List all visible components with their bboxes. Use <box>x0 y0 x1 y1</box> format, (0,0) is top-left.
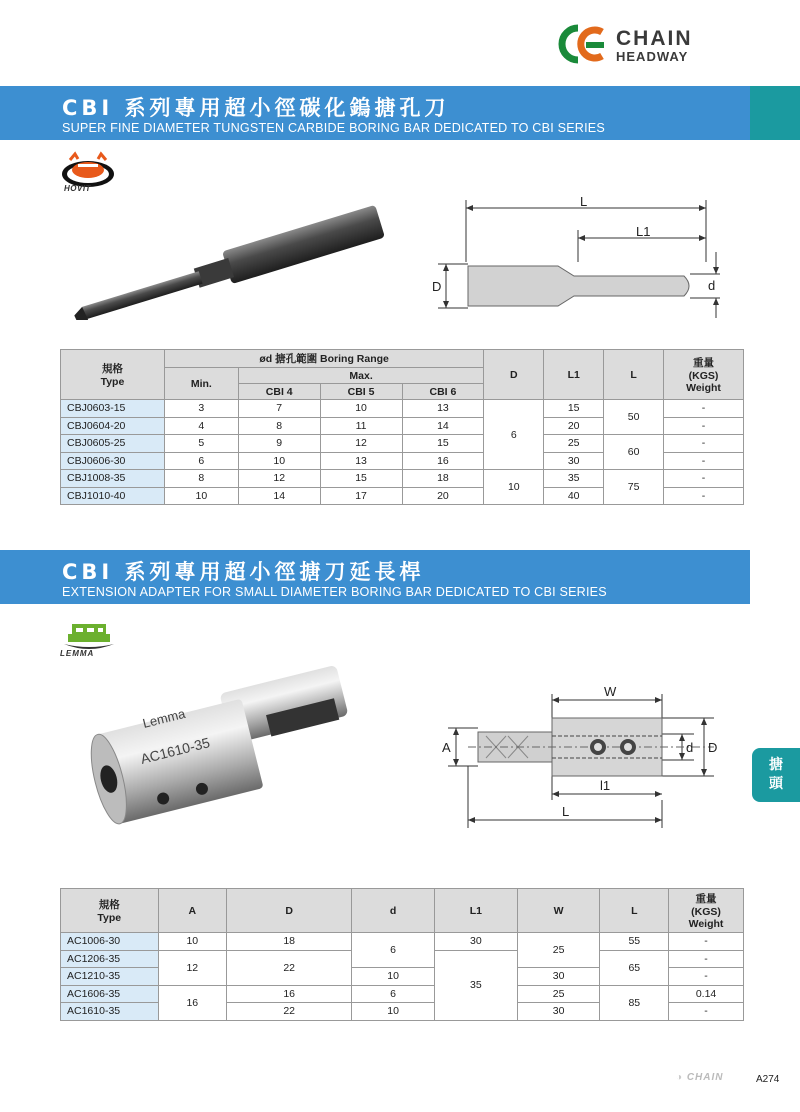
t2-weight: - <box>669 950 744 968</box>
t2-D: 18 <box>227 933 352 951</box>
diagram2-label-W: W <box>604 684 617 699</box>
boring-bar-diagram <box>428 192 728 322</box>
diagram1-label-d: d <box>708 278 716 293</box>
t2-weight: - <box>669 1003 744 1021</box>
table-row <box>61 435 744 453</box>
t1-header-min: Min. <box>164 368 238 400</box>
t1-type: CBJ1010-40 <box>61 487 165 505</box>
table-row <box>61 470 744 488</box>
t2-L1: 35 <box>434 950 517 1020</box>
t1-L1: 25 <box>544 435 604 453</box>
photo2-brand: Lemma <box>141 705 187 731</box>
t2-type: AC1006-30 <box>61 933 159 951</box>
t2-L: 65 <box>600 950 669 985</box>
t1-L1: 35 <box>544 470 604 488</box>
t1-cbi5: 13 <box>320 452 402 470</box>
t1-header-L1: L1 <box>544 350 604 400</box>
section2-title-en: EXTENSION ADAPTER FOR SMALL DIAMETER BORING BAR DEDICATED TO CBI SERIES <box>62 585 607 599</box>
t1-min: 4 <box>164 417 238 435</box>
t2-W: 25 <box>517 933 600 968</box>
extension-adapter-diagram <box>438 684 728 834</box>
t1-weight: - <box>664 417 744 435</box>
t1-cbi6: 16 <box>402 452 484 470</box>
t1-type: CBJ0604-20 <box>61 417 165 435</box>
t1-cbi6: 14 <box>402 417 484 435</box>
t2-d: 6 <box>352 985 435 1003</box>
t1-L1: 15 <box>544 400 604 418</box>
diagram1-label-D: D <box>432 279 442 294</box>
t1-min: 10 <box>164 487 238 505</box>
boring-bar-photo <box>56 200 406 320</box>
page-number: A274 <box>756 1074 780 1085</box>
section1-title-zh: CBI 系列專用超小徑碳化鎢搪孔刀 <box>62 96 450 120</box>
t2-type: AC1206-35 <box>61 950 159 968</box>
diagram2-label-d: d <box>686 740 694 755</box>
t2-header-type: 規格 Type <box>61 889 159 933</box>
t2-A: 16 <box>158 985 227 1020</box>
t2-W: 25 <box>517 985 600 1003</box>
t2-W: 30 <box>517 1003 600 1021</box>
t2-header-d: d <box>352 889 435 933</box>
diagram2-label-L: L <box>562 804 570 819</box>
brand-line2: HEADWAY <box>616 49 689 64</box>
hovit-logo-text: HOVIT <box>64 184 91 193</box>
chain-headway-logo <box>548 20 748 70</box>
t2-type: AC1210-35 <box>61 968 159 986</box>
t2-header-W: W <box>517 889 600 933</box>
t1-weight: - <box>664 470 744 488</box>
t2-type: AC1606-35 <box>61 985 159 1003</box>
brand-name <box>616 28 693 63</box>
section1-banner <box>0 86 750 140</box>
footer-brand <box>676 1072 724 1083</box>
t2-type: AC1610-35 <box>61 1003 159 1021</box>
t2-D: 22 <box>227 1003 352 1021</box>
extension-adapter-spec-table <box>60 888 744 1021</box>
t1-cbi5: 11 <box>320 417 402 435</box>
t1-cbi6: 13 <box>402 400 484 418</box>
side-tab-line1: 搪 <box>769 756 783 772</box>
t1-L: 50 <box>604 400 664 435</box>
t1-min: 5 <box>164 435 238 453</box>
t2-header-L: L <box>600 889 669 933</box>
t1-cbi5: 12 <box>320 435 402 453</box>
t1-weight: - <box>664 435 744 453</box>
t1-L1: 20 <box>544 417 604 435</box>
t2-weight: 0.14 <box>669 985 744 1003</box>
t1-header-max: Max. <box>238 368 484 384</box>
t1-cbi4: 9 <box>238 435 320 453</box>
diagram2-label-A: A <box>442 740 451 755</box>
t1-weight: - <box>664 400 744 418</box>
t2-L: 85 <box>600 985 669 1020</box>
table-row <box>61 933 744 951</box>
t2-L: 55 <box>600 933 669 951</box>
section2-title-zh: CBI 系列專用超小徑搪刀延長桿 <box>62 560 425 584</box>
t2-D: 22 <box>227 950 352 985</box>
t1-cbi4: 12 <box>238 470 320 488</box>
t2-L1: 30 <box>434 933 517 951</box>
t2-d: 10 <box>352 968 435 986</box>
footer-logo-icon: ◑ <box>676 1072 684 1083</box>
t1-type: CBJ0605-25 <box>61 435 165 453</box>
t1-cbi6: 15 <box>402 435 484 453</box>
table-row <box>61 400 744 418</box>
t1-type: CBJ0606-30 <box>61 452 165 470</box>
t1-min: 8 <box>164 470 238 488</box>
diagram2-label-D: D <box>708 740 718 755</box>
diagram1-label-L: L <box>580 194 588 209</box>
t1-cbi5: 10 <box>320 400 402 418</box>
t2-D: 16 <box>227 985 352 1003</box>
t1-cbi4: 10 <box>238 452 320 470</box>
boring-bar-spec-table <box>60 349 744 505</box>
t1-header-range: ød 搪孔範圍 Boring Range <box>164 350 483 368</box>
footer-brand-text: CHAIN <box>686 1072 724 1083</box>
t1-cbi4: 14 <box>238 487 320 505</box>
t2-d: 6 <box>352 933 435 968</box>
t1-cbi4: 8 <box>238 417 320 435</box>
chain-logo-icon <box>548 22 612 66</box>
t1-cbi5: 17 <box>320 487 402 505</box>
t1-D: 10 <box>484 470 544 505</box>
t1-header-L: L <box>604 350 664 400</box>
t1-L: 60 <box>604 435 664 470</box>
photo2-label: AC1610-35 <box>138 734 212 767</box>
t1-header-cbi5: CBI 5 <box>320 384 402 400</box>
t2-weight: - <box>669 933 744 951</box>
t1-L1: 40 <box>544 487 604 505</box>
t1-min: 6 <box>164 452 238 470</box>
t2-header-L1: L1 <box>434 889 517 933</box>
t1-min: 3 <box>164 400 238 418</box>
table-row <box>61 985 744 1003</box>
t1-cbi4: 7 <box>238 400 320 418</box>
t2-header-weight: 重量 (KGS) Weight <box>669 889 744 933</box>
section1-teal-tab <box>750 86 800 140</box>
t1-cbi5: 15 <box>320 470 402 488</box>
t1-weight: - <box>664 452 744 470</box>
t2-header-D: D <box>227 889 352 933</box>
t1-L: 75 <box>604 470 664 505</box>
t1-header-cbi6: CBI 6 <box>402 384 484 400</box>
diagram2-label-l1: l1 <box>600 778 611 793</box>
side-category-tab <box>752 748 800 802</box>
extension-adapter-photo <box>84 662 384 832</box>
t1-cbi6: 20 <box>402 487 484 505</box>
diagram1-label-L1: L1 <box>636 224 651 239</box>
t2-d: 10 <box>352 1003 435 1021</box>
t1-header-type: 規格 Type <box>61 350 165 400</box>
t2-A: 10 <box>158 933 227 951</box>
t1-header-D: D <box>484 350 544 400</box>
t1-cbi6: 18 <box>402 470 484 488</box>
t2-A: 12 <box>158 950 227 985</box>
t2-header-A: A <box>158 889 227 933</box>
lemma-logo-text: LEMMA <box>60 649 95 658</box>
t1-type: CBJ0603-15 <box>61 400 165 418</box>
t1-header-weight: 重量 (KGS) Weight <box>664 350 744 400</box>
t1-L1: 30 <box>544 452 604 470</box>
t1-weight: - <box>664 487 744 505</box>
section1-title-en: SUPER FINE DIAMETER TUNGSTEN CARBIDE BORING BAR DEDICATED TO CBI SERIES <box>62 121 605 135</box>
t2-W: 30 <box>517 968 600 986</box>
brand-line1: CHAIN <box>616 27 693 50</box>
t1-D: 6 <box>484 400 544 470</box>
t1-type: CBJ1008-35 <box>61 470 165 488</box>
t2-weight: - <box>669 968 744 986</box>
side-tab-line2: 頭 <box>769 775 783 791</box>
t1-header-cbi4: CBI 4 <box>238 384 320 400</box>
section2-banner <box>0 550 750 604</box>
